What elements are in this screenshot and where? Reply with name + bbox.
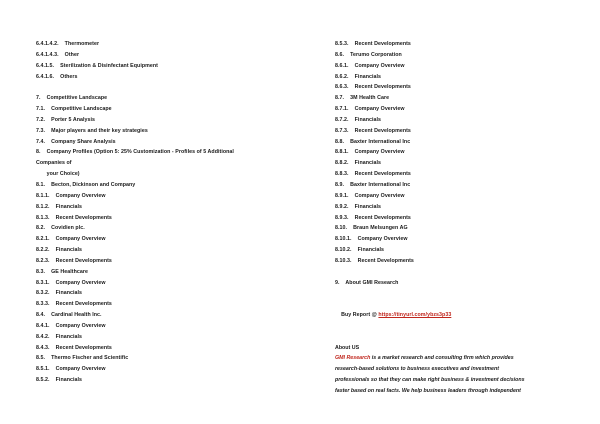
about-text-1: is a market research and consulting firm which provides	[370, 355, 514, 362]
toc-left-entry: 8.2. Covidien plc.	[36, 225, 85, 232]
toc-left-column	[36, 39, 306, 386]
toc-left-entry: 8.1. Becton, Dickinson and Company	[36, 181, 136, 188]
about-line-4: faster based on real facts. We help business leaders through independent	[335, 388, 521, 394]
toc-left-entry: 7.2. Porter 5 Analysis	[36, 116, 96, 123]
toc-left-entry: 8.5.1. Company Overview	[36, 366, 106, 373]
toc-right-list	[335, 39, 565, 299]
toc-left-entry: 8.3.1. Company Overview	[36, 279, 106, 286]
toc-left-entry: Companies of	[36, 160, 72, 167]
buy-report-line	[335, 299, 565, 332]
toc-left-entry: 8.5.2. Financials	[36, 377, 83, 384]
toc-right-entry: 8.6.1. Company Overview	[335, 62, 405, 69]
toc-right-entry: 8.10. Braun Melsungen AG	[335, 225, 408, 232]
toc-right-entry: 8.9.1. Company Overview	[335, 192, 405, 199]
toc-left-entry: 6.4.1.4.2. Thermometer	[36, 41, 100, 47]
buy-report-link[interactable]: https://tinyurl.com/ybzs3p33	[378, 312, 452, 319]
toc-left-entry: 8.3.3. Recent Developments	[36, 301, 112, 308]
toc-left-entry: 8.4.3. Recent Developments	[36, 344, 112, 351]
spacer	[36, 82, 306, 93]
toc-left-entry: 8.1.2. Financials	[36, 203, 83, 210]
toc-left-entry: 8.2.3. Recent Developments	[36, 257, 112, 264]
toc-right-entry: 8.8.1. Company Overview	[335, 149, 405, 156]
toc-right-entry: 8.10.2. Financials	[335, 247, 385, 254]
toc-right-entry: 8.9.3. Recent Developments	[335, 214, 411, 221]
toc-right-entry: 8.7. 3M Health Care	[335, 95, 390, 102]
toc-left-entry: 8.4.1. Company Overview	[36, 322, 106, 329]
spacer	[335, 267, 565, 278]
toc-left-entry: 6.4.1.5. Sterilization & Disinfectant Equipment	[36, 62, 158, 69]
toc-right-entry: 8.8.2. Financials	[335, 160, 382, 167]
buy-report-label: Buy Report @	[341, 312, 379, 319]
toc-right-entry: 8.7.3. Recent Developments	[335, 127, 411, 134]
toc-left-entry: 8. Company Profiles (Option 5: 25% Customization - Profiles of 5 Additional	[36, 149, 234, 156]
toc-right-entry: 8.6. Terumo Corporation	[335, 51, 402, 58]
toc-right-column	[335, 39, 565, 397]
toc-right-entry: 8.10.3. Recent Developments	[335, 257, 414, 264]
toc-right-entry: 8.8. Baxter International Inc	[335, 138, 411, 145]
toc-left-entry: 8.4.2. Financials	[36, 333, 83, 340]
toc-right-entry: 8.8.3. Recent Developments	[335, 171, 411, 178]
toc-left-entry: 8.2.1. Company Overview	[36, 236, 106, 243]
toc-left-entry: your Choice)	[36, 171, 80, 178]
toc-left-entry: 8.2.2. Financials	[36, 247, 83, 254]
toc-left-entry: 6.4.1.4.3. Other	[36, 51, 80, 58]
toc-left-entry: 7.4. Company Share Analysis	[36, 138, 116, 145]
spacer	[335, 288, 565, 299]
toc-right-entry: 9. About GMI Research	[335, 279, 399, 286]
toc-left-entry: 7.1. Competitive Landscape	[36, 106, 112, 113]
toc-right-entry: 8.7.1. Company Overview	[335, 106, 405, 113]
about-line-1	[335, 353, 565, 364]
toc-left-entry: 8.3.2. Financials	[36, 290, 83, 297]
toc-left-entry: 8.5. Thermo Fischer and Scientific	[36, 355, 129, 362]
about-heading: About US	[335, 344, 360, 351]
toc-right-entry: 8.6.2. Financials	[335, 73, 382, 80]
toc-right-entry: 8.9.2. Financials	[335, 203, 382, 210]
toc-left-entry: 8.3. GE Healthcare	[36, 268, 88, 275]
toc-left-entry: 8.1.1. Company Overview	[36, 192, 106, 199]
toc-right-entry: 8.7.2. Financials	[335, 116, 382, 123]
toc-right-entry: 8.6.3. Recent Developments	[335, 84, 411, 91]
toc-left-entry: 8.1.3. Recent Developments	[36, 214, 112, 221]
toc-right-entry: 8.5.3. Recent Developments	[335, 41, 411, 47]
toc-left-entry: 8.4. Cardinal Health Inc.	[36, 312, 102, 319]
spacer	[335, 332, 565, 343]
toc-left-entry: 6.4.1.6. Others	[36, 73, 78, 80]
about-line-3: professionals so that they can make right business & investment decisions	[335, 377, 525, 384]
about-line-2: research-based solutions to business executives and investment	[335, 366, 499, 373]
about-brand: GMI Research	[335, 355, 371, 362]
toc-right-entry: 8.9. Baxter International Inc	[335, 181, 411, 188]
toc-right-entry: 8.10.1. Company Overview	[335, 236, 408, 243]
toc-left-entry: 7.3. Major players and their key strategies	[36, 127, 148, 134]
toc-left-entry: 7. Competitive Landscape	[36, 95, 108, 102]
